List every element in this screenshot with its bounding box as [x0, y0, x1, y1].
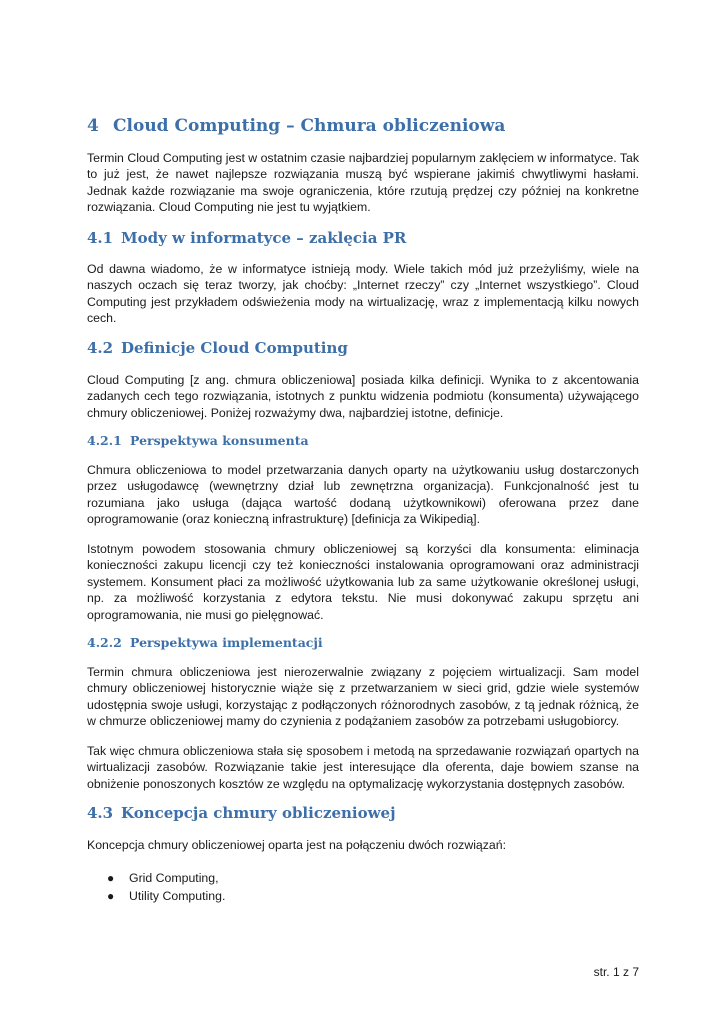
- list-item: [87, 887, 225, 905]
- section-4-heading: [87, 116, 505, 136]
- section-4-1-heading: [87, 229, 406, 247]
- section-4-2-number: 4.2: [87, 339, 114, 357]
- section-4-3-paragraph: Koncepcja chmury obliczeniowej oparta jest na połączeniu dwóch rozwiązań:: [87, 838, 507, 852]
- section-4-3-title: Koncepcja chmury obliczeniowej: [121, 804, 396, 822]
- section-4-2-1-heading: [87, 433, 309, 448]
- list-item: [87, 869, 225, 887]
- bullet-icon: ●: [107, 889, 115, 903]
- list-item-text: Utility Computing.: [129, 889, 226, 903]
- section-4-1-number: 4.1: [87, 229, 114, 247]
- section-4-2-heading: [87, 339, 348, 357]
- section-4-2-2-title: Perspektywa implementacji: [130, 635, 323, 650]
- section-4-2-2-heading: [87, 635, 323, 650]
- section-4-2-1-paragraph-1: Chmura obliczeniowa to model przetwarzania danych oparty na użytkowaniu usług dostarczonych przez usługodawcę (wewnętrzny dział lub zewnętrzna organizacja). Funkcjonalność jest tu rozumiana jako usługa (dająca wartość dodaną użytkownikowi) oferowana przez dane oprogramowanie (oraz konieczną infrastrukturę) [definicja za Wikipedią].: [87, 463, 639, 527]
- concept-list: [87, 869, 225, 905]
- bullet-icon: ●: [107, 871, 115, 885]
- section-4-2-2-paragraph-1: Termin chmura obliczeniowa jest nierozerwalnie związany z pojęciem wirtualizacji. Sam model chmury obliczeniowej historycznie wiąże się z przetwarzaniem w sieci grid, gdzie wiele systemów udostępnia swoje usługi, korzystając z podłączonych różnorodnych zasobów, z tą jednak różnicą, że w chmurze obliczeniowej mamy do czynienia z podążaniem zasobów za potrzebami usługobiorcy.: [87, 665, 639, 729]
- list-item-text: Grid Computing,: [129, 871, 219, 885]
- section-4-2-paragraph: Cloud Computing [z ang. chmura obliczeniowa] posiada kilka definicji. Wynika to z akcentowania zadanych cech tego rozwiązania, istotnych z punktu widzenia podmiotu (konsumenta) używającego chmury obliczeniowej. Poniżej rozważymy dwa, najbardziej istotne, definicje.: [87, 373, 639, 420]
- section-4-1-title: Mody w informatyce – zaklęcia PR: [121, 229, 407, 247]
- section-4-paragraph: Termin Cloud Computing jest w ostatnim czasie najbardziej popularnym zaklęciem w informatyce. Tak to już jest, że nawet najlepsze rozwiązania muszą być wspierane jakimiś chwytliwymi hasłami. Jednak każde rozwiązanie ma swoje ograniczenia, które rzutują prędzej czy później na konkretne rozwiązania. Cloud Computing nie jest tu wyjątkiem.: [87, 151, 639, 215]
- page-number: str. 1 z 7: [593, 965, 639, 979]
- section-4-2-1-number: 4.2.1: [87, 433, 122, 448]
- section-4-2-1-title: Perspektywa konsumenta: [130, 433, 309, 448]
- section-4-2-2-paragraph-2: Tak więc chmura obliczeniowa stała się sposobem i metodą na sprzedawanie rozwiązań opartych na wirtualizacji zasobów. Rozwiązanie takie jest interesujące dla oferenta, daje bowiem szanse na obniżenie ponoszonych kosztów ze względu na optymalizację wykorzystania dostępnych zasobów.: [87, 744, 639, 791]
- section-4-2-2-number: 4.2.2: [87, 635, 122, 650]
- section-4-3-heading: [87, 804, 396, 822]
- section-4-2-title: Definicje Cloud Computing: [121, 339, 348, 357]
- section-4-3-number: 4.3: [87, 804, 114, 822]
- section-4-2-1-paragraph-2: Istotnym powodem stosowania chmury obliczeniowej są korzyści dla konsumenta: eliminacja konieczności zakupu licencji czy też konieczności instalowania oprogramowani oraz administracji systemem. Konsument płaci za możliwość użytkowania lub za same użytkowanie określonej usługi, np. za możliwość korzystania z edytora tekstu. Nie musi dokonywać zakupu sprzętu ani oprogramowania, nie musi go pielęgnować.: [87, 542, 639, 622]
- section-4-title: Cloud Computing – Chmura obliczeniowa: [113, 116, 506, 136]
- section-4-1-paragraph: Od dawna wiadomo, że w informatyce istnieją mody. Wiele takich mód już przeżyliśmy, wiele na naszych oczach się teraz tworzy, jak choćby: „Internet rzeczy” czy „Internet wszystkiego”. Cloud Computing jest przykładem odświeżenia mody na wirtualizację, wraz z implementacją kilku nowych cech.: [87, 262, 639, 326]
- section-4-number: 4: [87, 116, 99, 136]
